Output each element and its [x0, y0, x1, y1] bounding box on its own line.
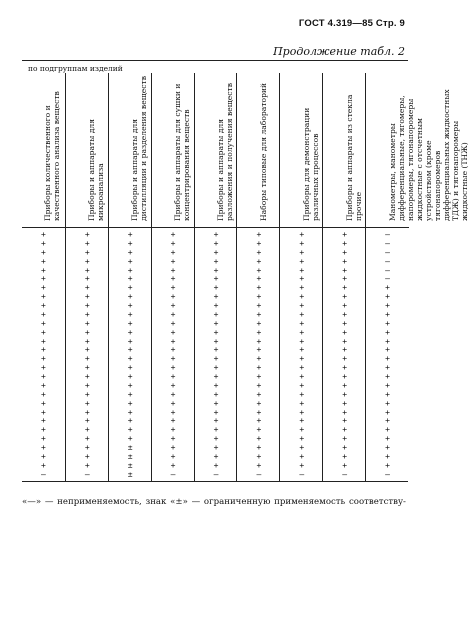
applicability-mark: + [170, 301, 176, 310]
applicability-mark: + [41, 389, 46, 399]
applicability-mark: + [299, 238, 305, 248]
applicability-mark: + [385, 345, 390, 355]
applicability-mark: + [256, 345, 262, 355]
applicability-mark: + [342, 354, 348, 364]
applicability-mark: + [84, 318, 90, 328]
applicability-mark: + [170, 309, 176, 319]
applicability-mark: — [385, 238, 390, 248]
table-column [236, 73, 280, 481]
applicability-mark: + [213, 372, 219, 381]
applicability-mark: — [256, 469, 262, 479]
applicability-mark: + [84, 309, 90, 319]
applicability-mark: + [256, 363, 262, 373]
applicability-mark: + [170, 389, 176, 399]
applicability-mark: + [84, 407, 90, 417]
applicability-mark: + [342, 451, 348, 461]
applicability-mark: + [127, 434, 133, 444]
applicability-mark: + [41, 265, 46, 275]
applicability-mark: + [213, 274, 219, 284]
applicability-mark: + [342, 398, 348, 408]
applicability-mark: + [84, 256, 90, 266]
applicability-mark: + [213, 301, 219, 310]
applicability-mark: + [84, 230, 90, 239]
applicability-mark: + [256, 238, 262, 248]
applicability-mark: + [213, 309, 219, 319]
applicability-mark: + [41, 363, 46, 373]
column-title: Приборы и аппараты для дистилляции и разделения веществ [130, 76, 149, 221]
table-column [22, 73, 65, 481]
applicability-mark: + [170, 363, 176, 373]
applicability-mark: + [170, 327, 176, 337]
applicability-mark: + [170, 451, 176, 461]
applicability-mark: + [41, 398, 46, 408]
applicability-mark: + [385, 380, 390, 390]
applicability-mark: + [84, 443, 90, 452]
applicability-mark: + [213, 389, 219, 399]
applicability-mark: + [299, 354, 305, 364]
applicability-mark: + [299, 292, 305, 302]
applicability-mark: + [256, 318, 262, 328]
applicability-mark: + [299, 398, 305, 408]
applicability-mark: ± [127, 443, 133, 452]
table-column [365, 73, 469, 481]
applicability-mark: + [385, 327, 390, 337]
applicability-mark: + [256, 460, 262, 470]
applicability-mark: + [213, 238, 219, 248]
applicability-mark: + [299, 380, 305, 390]
applicability-mark: + [385, 443, 390, 452]
applicability-mark: + [299, 443, 305, 452]
applicability-mark: + [385, 336, 390, 346]
applicability-mark: + [342, 301, 348, 310]
applicability-mark: + [256, 265, 262, 275]
table-column [65, 73, 109, 481]
applicability-mark: + [299, 256, 305, 266]
applicability-mark: — [170, 469, 176, 479]
applicability-mark: + [41, 345, 46, 355]
applicability-mark: + [41, 380, 46, 390]
applicability-mark: + [84, 389, 90, 399]
applicability-mark: + [213, 425, 219, 435]
applicability-mark: + [41, 238, 46, 248]
applicability-mark: ± [127, 460, 133, 470]
column-marks [280, 231, 323, 479]
applicability-mark: + [342, 327, 348, 337]
applicability-mark: + [342, 425, 348, 435]
applicability-mark: + [41, 318, 46, 328]
applicability-mark: + [170, 230, 176, 239]
applicability-mark: + [170, 283, 176, 293]
applicability-mark: + [299, 318, 305, 328]
column-header [66, 73, 109, 228]
applicability-mark: + [84, 451, 90, 461]
applicability-mark: — [41, 469, 46, 479]
legend-note: «—» — неприменяемость, знак «±» — ограниченную применяемость соответству- [22, 497, 406, 507]
applicability-mark: + [213, 398, 219, 408]
applicability-mark: + [41, 460, 46, 470]
applicability-mark: + [299, 230, 305, 239]
applicability-mark: + [170, 292, 176, 302]
applicability-mark: + [170, 434, 176, 444]
applicability-mark: + [299, 274, 305, 284]
applicability-mark: + [41, 327, 46, 337]
applicability-mark: + [213, 380, 219, 390]
applicability-mark: + [41, 336, 46, 346]
applicability-mark: + [84, 274, 90, 284]
applicability-mark: + [342, 309, 348, 319]
applicability-mark: + [170, 318, 176, 328]
applicability-mark: + [84, 247, 90, 257]
applicability-mark: + [342, 443, 348, 452]
applicability-mark: + [213, 443, 219, 452]
applicability-mark: + [213, 363, 219, 373]
applicability-mark: + [170, 407, 176, 417]
applicability-mark: + [84, 327, 90, 337]
applicability-mark: + [256, 327, 262, 337]
applicability-mark: + [170, 354, 176, 364]
applicability-mark: + [41, 247, 46, 257]
applicability-mark: + [127, 372, 133, 381]
applicability-mark: + [342, 238, 348, 248]
applicability-mark: + [84, 363, 90, 373]
applicability-mark: + [342, 407, 348, 417]
applicability-mark: + [84, 354, 90, 364]
applicability-mark: + [299, 416, 305, 426]
applicability-mark: + [385, 434, 390, 444]
applicability-mark: + [127, 416, 133, 426]
applicability-mark: + [84, 345, 90, 355]
applicability-mark: + [41, 372, 46, 381]
applicability-mark: + [256, 443, 262, 452]
applicability-mark: + [342, 372, 348, 381]
applicability-mark: + [385, 451, 390, 461]
applicability-mark: + [256, 283, 262, 293]
applicability-mark: + [84, 292, 90, 302]
applicability-mark: + [170, 336, 176, 346]
applicability-mark: + [170, 380, 176, 390]
applicability-mark: + [256, 256, 262, 266]
applicability-mark: + [170, 345, 176, 355]
applicability-mark: + [127, 256, 133, 266]
applicability-mark: + [127, 292, 133, 302]
applicability-mark: + [299, 336, 305, 346]
applicability-mark: — [385, 469, 390, 479]
applicability-mark: + [256, 274, 262, 284]
column-header [237, 73, 280, 228]
applicability-mark: + [127, 309, 133, 319]
applicability-mark: + [213, 434, 219, 444]
column-title: Приборы для демонстрации различных процессов [301, 107, 320, 221]
applicability-mark: + [256, 354, 262, 364]
applicability-mark: + [385, 292, 390, 302]
applicability-mark: + [84, 416, 90, 426]
applicability-mark: + [342, 363, 348, 373]
applicability-mark: + [84, 434, 90, 444]
applicability-mark: + [385, 416, 390, 426]
applicability-mark: + [213, 451, 219, 461]
applicability-mark: + [299, 407, 305, 417]
applicability-mark: + [385, 283, 390, 293]
column-marks [366, 231, 409, 479]
column-marks [195, 231, 238, 479]
applicability-mark: + [299, 425, 305, 435]
applicability-mark: + [342, 389, 348, 399]
applicability-mark: + [84, 283, 90, 293]
applicability-mark: + [213, 336, 219, 346]
applicability-mark: — [299, 469, 305, 479]
applicability-mark: + [41, 407, 46, 417]
applicability-mark: + [299, 451, 305, 461]
applicability-mark: + [299, 372, 305, 381]
applicability-mark: + [84, 372, 90, 381]
applicability-mark: + [385, 301, 390, 310]
applicability-mark: + [41, 416, 46, 426]
applicability-mark: + [342, 274, 348, 284]
table-continuation-title: Продолжение табл. 2 [273, 45, 405, 58]
applicability-mark: + [84, 460, 90, 470]
applicability-mark: — [342, 469, 348, 479]
applicability-mark: + [385, 363, 390, 373]
applicability-mark: + [256, 407, 262, 417]
applicability-mark: + [256, 380, 262, 390]
applicability-mark: + [84, 425, 90, 435]
applicability-mark: + [41, 274, 46, 284]
page-header: ГОСТ 4.319—85 Стр. 9 [298, 18, 405, 29]
applicability-mark: + [385, 389, 390, 399]
applicability-mark: + [84, 238, 90, 248]
applicability-mark: + [385, 309, 390, 319]
column-marks [323, 231, 366, 479]
applicability-mark: + [127, 318, 133, 328]
table-column [322, 73, 366, 481]
applicability-mark: + [41, 283, 46, 293]
applicability-mark: + [41, 434, 46, 444]
applicability-mark: + [213, 345, 219, 355]
applicability-mark: + [170, 460, 176, 470]
column-marks [66, 231, 109, 479]
column-header [323, 73, 366, 228]
table-column [279, 73, 323, 481]
applicability-mark: + [170, 247, 176, 257]
applicability-mark: + [256, 416, 262, 426]
applicability-mark: + [127, 247, 133, 257]
column-header [366, 73, 469, 228]
applicability-mark: + [256, 451, 262, 461]
applicability-mark: + [127, 398, 133, 408]
applicability-mark: + [342, 230, 348, 239]
column-marks [152, 231, 195, 479]
table-column [194, 73, 238, 481]
table-column [108, 73, 152, 481]
applicability-mark: + [256, 309, 262, 319]
column-title: Манометры, манометры дифференциальные, тягомеры, напоромеры, тягонапоромеры жидкостные с отсчетным устройством (кроме тягонапоромеров дифференциальных жидкостных ТДЖ) и тягонапоромеры жидкостные (ТНЖ) [387, 89, 469, 221]
applicability-mark: + [385, 407, 390, 417]
applicability-mark: + [342, 256, 348, 266]
applicability-mark: + [385, 398, 390, 408]
applicability-mark: + [299, 283, 305, 293]
applicability-mark: + [41, 301, 46, 310]
applicability-mark: + [127, 283, 133, 293]
applicability-mark: + [213, 407, 219, 417]
applicability-mark: + [213, 318, 219, 328]
applicability-mark: + [385, 425, 390, 435]
column-marks [22, 231, 65, 479]
applicability-mark: + [41, 451, 46, 461]
applicability-mark: — [385, 247, 390, 257]
table-column [151, 73, 195, 481]
applicability-mark: + [127, 336, 133, 346]
column-header [195, 73, 238, 228]
applicability-mark: + [299, 309, 305, 319]
applicability-mark: + [41, 292, 46, 302]
applicability-mark: + [342, 336, 348, 346]
applicability-mark: + [342, 265, 348, 275]
applicability-mark: + [342, 292, 348, 302]
applicability-mark: + [84, 380, 90, 390]
applicability-mark: + [170, 443, 176, 452]
applicability-mark: + [299, 345, 305, 355]
applicability-mark: + [342, 283, 348, 293]
applicability-mark: + [299, 247, 305, 257]
applicability-mark: + [127, 274, 133, 284]
applicability-mark: + [170, 256, 176, 266]
column-title: Приборы и аппараты для сушки и концентрирования веществ [173, 83, 192, 221]
applicability-mark: + [342, 380, 348, 390]
applicability-mark: + [299, 389, 305, 399]
applicability-mark: + [256, 434, 262, 444]
applicability-mark: + [213, 265, 219, 275]
applicability-mark: + [385, 460, 390, 470]
applicability-mark: + [41, 230, 46, 239]
column-title: Приборы и аппараты для разложения и получения веществ [215, 82, 234, 221]
column-header [22, 73, 65, 228]
column-title: Приборы и аппараты для микроанализа [87, 119, 106, 221]
applicability-mark: + [385, 318, 390, 328]
applicability-mark: + [213, 230, 219, 239]
applicability-mark: + [127, 354, 133, 364]
applicability-mark: + [299, 327, 305, 337]
applicability-mark: + [213, 460, 219, 470]
column-marks [237, 231, 280, 479]
column-header [280, 73, 323, 228]
applicability-mark: + [213, 247, 219, 257]
column-title: Наборы типовые для лабораторий [258, 82, 268, 221]
applicability-mark: + [299, 434, 305, 444]
applicability-mark: + [213, 354, 219, 364]
applicability-mark: + [170, 238, 176, 248]
applicability-mark: + [342, 460, 348, 470]
applicability-table [22, 60, 469, 482]
applicability-mark: + [256, 301, 262, 310]
applicability-mark: + [256, 292, 262, 302]
applicability-mark: + [213, 416, 219, 426]
applicability-mark: + [170, 372, 176, 381]
applicability-mark: + [299, 301, 305, 310]
applicability-mark: ± [127, 469, 133, 479]
applicability-mark: + [41, 256, 46, 266]
group-label: по подгруппам изделий [28, 64, 123, 73]
applicability-mark: + [342, 434, 348, 444]
applicability-mark: + [127, 345, 133, 355]
applicability-mark: + [127, 265, 133, 275]
applicability-mark: + [127, 363, 133, 373]
column-header [152, 73, 195, 228]
applicability-mark: ± [127, 451, 133, 461]
applicability-mark: + [41, 425, 46, 435]
applicability-mark: + [170, 425, 176, 435]
column-marks [109, 231, 152, 479]
applicability-mark: + [342, 318, 348, 328]
applicability-mark: + [213, 327, 219, 337]
applicability-mark: + [41, 309, 46, 319]
column-title: Приборы количественного и качественного анализа веществ [43, 91, 62, 221]
column-title: Приборы и аппараты из стекла прочие [344, 94, 363, 221]
applicability-mark: + [385, 354, 390, 364]
applicability-mark: + [299, 363, 305, 373]
applicability-mark: + [256, 230, 262, 239]
applicability-mark: + [299, 265, 305, 275]
applicability-mark: + [127, 301, 133, 310]
applicability-mark: + [127, 380, 133, 390]
applicability-mark: + [342, 345, 348, 355]
applicability-mark: + [299, 460, 305, 470]
applicability-mark: — [385, 256, 390, 266]
applicability-mark: + [127, 425, 133, 435]
applicability-mark: + [84, 398, 90, 408]
applicability-mark: — [84, 469, 90, 479]
applicability-mark: + [84, 336, 90, 346]
applicability-mark: + [41, 443, 46, 452]
applicability-mark: + [256, 247, 262, 257]
applicability-mark: + [127, 230, 133, 239]
applicability-mark: + [127, 327, 133, 337]
applicability-mark: + [170, 274, 176, 284]
applicability-mark: + [170, 265, 176, 275]
applicability-mark: + [256, 372, 262, 381]
applicability-mark: + [170, 416, 176, 426]
applicability-mark: + [127, 407, 133, 417]
applicability-mark: — [213, 469, 219, 479]
applicability-mark: + [342, 247, 348, 257]
applicability-mark: + [170, 398, 176, 408]
applicability-mark: + [213, 283, 219, 293]
applicability-mark: + [256, 389, 262, 399]
applicability-mark: + [256, 336, 262, 346]
applicability-mark: + [213, 292, 219, 302]
applicability-mark: + [385, 372, 390, 381]
applicability-mark: + [41, 354, 46, 364]
applicability-mark: — [385, 274, 390, 284]
applicability-mark: — [385, 230, 390, 239]
applicability-mark: — [385, 265, 390, 275]
applicability-mark: + [84, 265, 90, 275]
applicability-mark: + [342, 416, 348, 426]
applicability-mark: + [213, 256, 219, 266]
applicability-mark: + [256, 425, 262, 435]
applicability-mark: + [127, 389, 133, 399]
applicability-mark: + [127, 238, 133, 248]
applicability-mark: + [256, 398, 262, 408]
applicability-mark: + [84, 301, 90, 310]
column-header [109, 73, 152, 228]
